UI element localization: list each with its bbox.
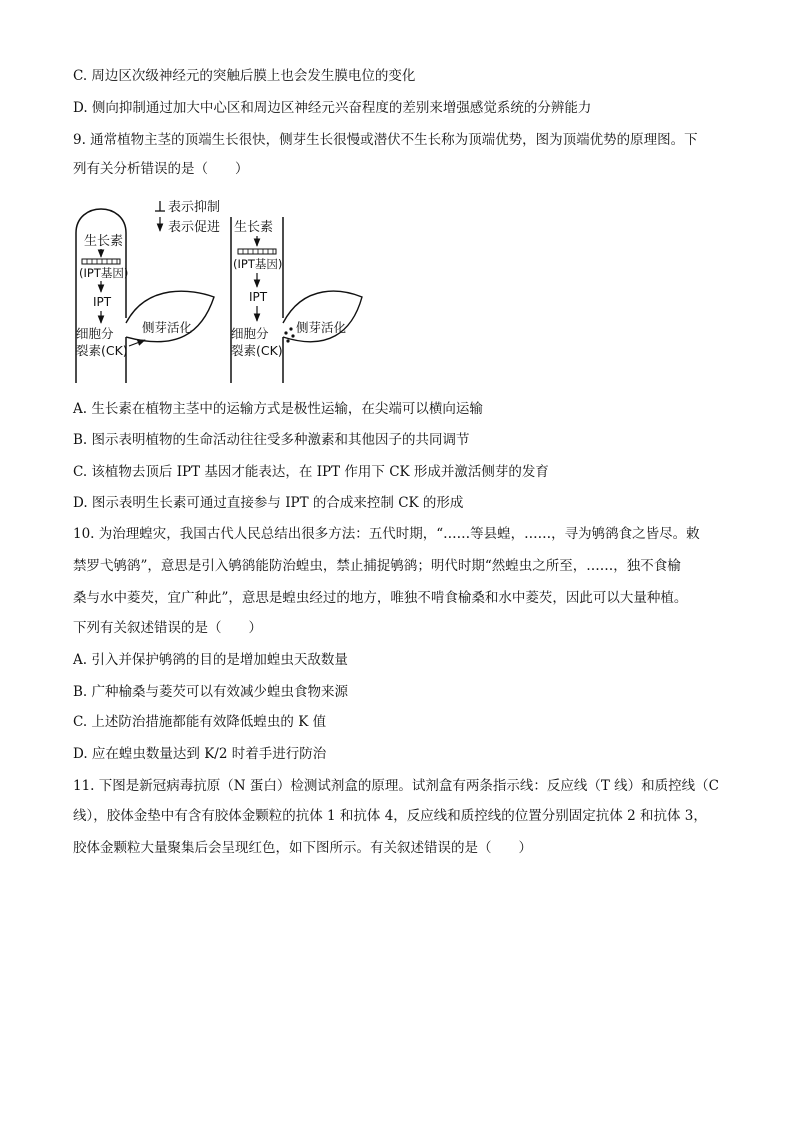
left-ipt-label: IPT <box>93 295 112 309</box>
ck-dot <box>284 331 287 334</box>
left-ipt-gene-label: (IPT基因) <box>79 266 129 280</box>
legend-promote-label: 表示促进 <box>168 220 221 235</box>
right-plant <box>231 217 362 383</box>
option-9b: B. 图示表明植物的生命活动往往受多种激素和其他因子的共同调节 <box>73 432 470 448</box>
option-10d: D. 应在蝗虫数量达到 K/2 时着手进行防治 <box>73 746 327 762</box>
left-bud-label: 侧芽活化 <box>142 320 193 335</box>
right-auxin-label: 生长素 <box>234 220 274 235</box>
option-9c: C. 该植物去顶后 IPT 基因才能表达，在 IPT 作用下 CK 形成并激活侧芽的发育 <box>73 464 549 480</box>
option-8c: C. 周边区次级神经元的突触后膜上也会发生膜电位的变化 <box>73 68 416 84</box>
left-ck-label-2: 裂素(CK) <box>76 343 128 358</box>
left-ck-label-1: 细胞分 <box>76 326 114 341</box>
question-11-stem-line3: 胶体金颗粒大量聚集后会呈现红色，如下图所示。有关叙述错误的是（ ） <box>73 840 532 856</box>
question-11-stem-line1: 11. 下图是新冠病毒抗原（N 蛋白）检测试剂盒的原理。试剂盒有两条指示线：反应线（T 线）和质控线（C <box>73 778 719 794</box>
option-9a: A. 生长素在植物主茎中的运输方式是极性运输，在尖端可以横向运输 <box>73 401 483 417</box>
legend <box>155 199 220 235</box>
legend-inhibit-label: 表示抑制 <box>168 200 221 215</box>
option-10a: A. 引入并保护鸲鹆的目的是增加蝗虫天敌数量 <box>73 652 348 668</box>
left-gene-box <box>82 259 120 264</box>
question-10-stem-line4: 下列有关叙述错误的是（ ） <box>73 620 262 636</box>
option-9d: D. 图示表明生长素可通过直接参与 IPT 的合成来控制 CK 的形成 <box>73 495 464 511</box>
option-10c: C. 上述防治措施都能有效降低蝗虫的 K 值 <box>73 714 327 730</box>
ck-dot <box>291 334 294 337</box>
option-10b: B. 广种榆桑与菱芡可以有效减少蝗虫食物来源 <box>73 684 349 700</box>
ck-dot <box>286 339 289 342</box>
right-ck-label-1: 细胞分 <box>231 326 269 341</box>
left-plant <box>76 209 214 383</box>
left-auxin-label: 生长素 <box>84 234 124 249</box>
question-10-stem-line2: 禁罗弋鸲鹆”，意思是引入鸲鹆能防治蝗虫，禁止捕捉鸲鹆；明代时期“然蝗虫之所至，……，独不食榆 <box>73 558 681 574</box>
question-10-stem-line1: 10. 为治理蝗灾，我国古代人民总结出很多方法：五代时期，“……等县蝗，……，寻为鸲鹆食之皆尽。敕 <box>73 526 700 542</box>
right-bud-label: 侧芽活化 <box>296 320 347 335</box>
question-11-stem-line2: 线），胶体金垫中有含有胶体金颗粒的抗体 1 和抗体 4，反应线和质控线的位置分别固定抗体 2 和抗体 3， <box>73 808 707 824</box>
right-ipt-label: IPT <box>249 290 268 304</box>
right-gene-box <box>238 249 276 254</box>
right-ipt-gene-label: (IPT基因) <box>233 257 283 271</box>
ck-dot <box>289 327 292 330</box>
question-10-stem-line3: 桑与水中菱芡，宜广种此”，意思是蝗虫经过的地方，唯独不啃食榆桑和水中菱芡，因此可以大量种植。 <box>73 590 688 606</box>
right-ck-label-2: 裂素(CK) <box>231 343 283 358</box>
question-9-stem-line2: 列有关分析错误的是（ ） <box>73 161 249 177</box>
apical-dominance-diagram <box>72 193 372 388</box>
diagram-svg <box>72 193 372 388</box>
question-9-stem-line1: 9. 通常植物主茎的顶端生长很快，侧芽生长很慢或潜伏不生长称为顶端优势，图为顶端优势的原理图。下 <box>73 132 698 148</box>
option-8d: D. 侧向抑制通过加大中心区和周边区神经元兴奋程度的差别来增强感觉系统的分辨能力 <box>73 100 592 116</box>
